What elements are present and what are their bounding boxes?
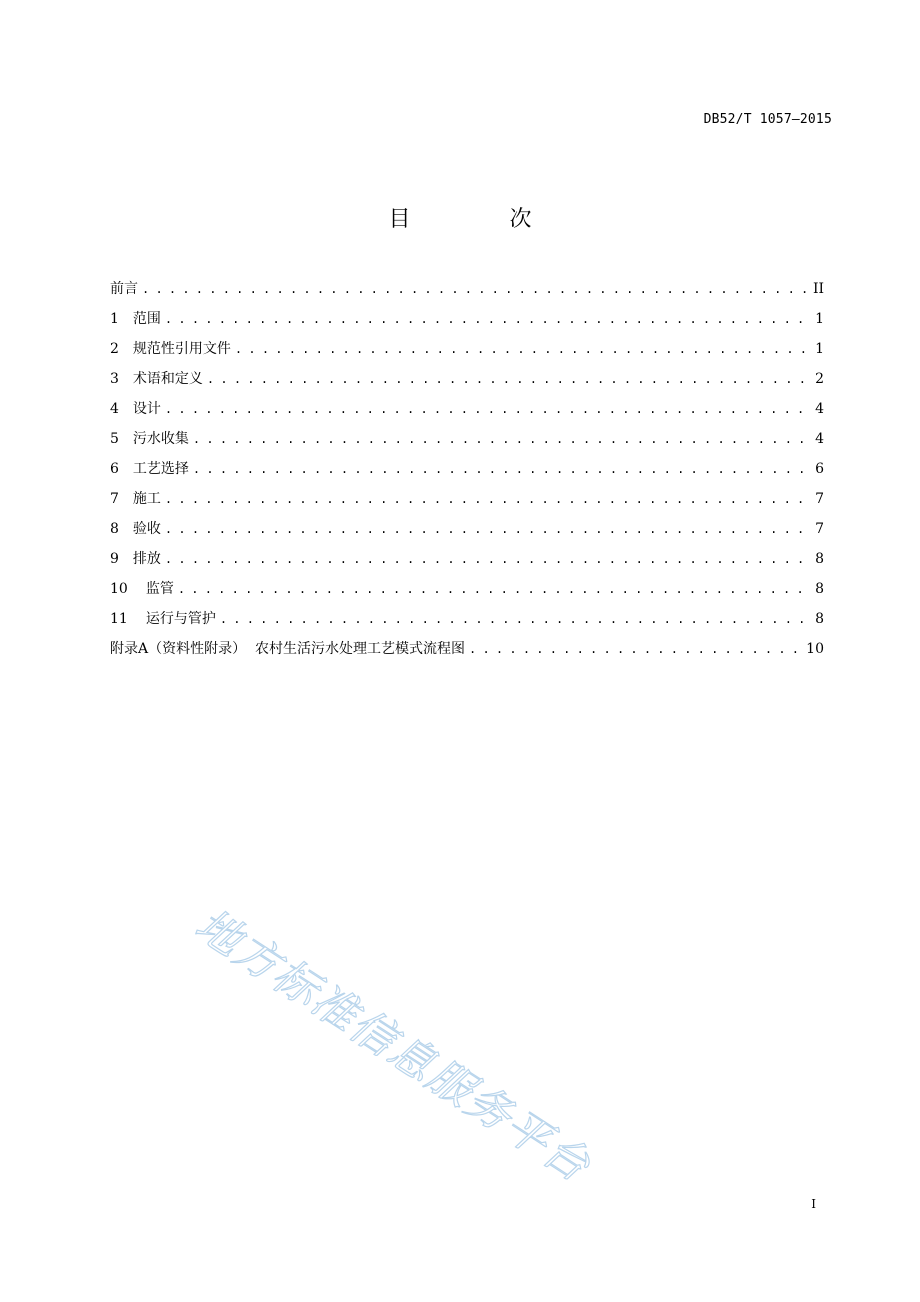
toc-entry-2[interactable] xyxy=(110,338,824,368)
toc-entry-number: 9 xyxy=(110,551,119,567)
toc-entry-label: 前言 xyxy=(110,281,138,297)
toc-entry-5[interactable] xyxy=(110,428,824,458)
toc-dot-leader xyxy=(469,642,802,656)
toc-entry-page: 10 xyxy=(806,641,824,657)
page-number: I xyxy=(811,1197,816,1211)
toc-entry-label: 工艺选择 xyxy=(132,461,189,477)
toc-entry-label: 范围 xyxy=(132,311,161,327)
toc-entry-page: 8 xyxy=(815,581,824,597)
toc-dot-leader xyxy=(178,582,808,596)
toc-entry-page: 8 xyxy=(815,551,824,567)
toc-dot-leader xyxy=(193,432,808,446)
toc-entry-number: 3 xyxy=(110,371,119,387)
toc-entry-number: 5 xyxy=(110,431,119,447)
toc-entry-number: 4 xyxy=(110,401,119,417)
toc-entry-label: 污水收集 xyxy=(132,431,189,447)
toc-dot-leader xyxy=(220,612,808,626)
toc-entry-number: 11 xyxy=(110,611,128,627)
toc-entry-7[interactable] xyxy=(110,488,824,518)
toc-entry-11[interactable] xyxy=(110,608,824,638)
table-of-contents xyxy=(110,278,824,668)
toc-entry-1[interactable] xyxy=(110,308,824,338)
standard-code: DB52/T 1057—2015 xyxy=(703,112,832,127)
toc-entry-page: 4 xyxy=(815,401,824,417)
toc-entry-9[interactable] xyxy=(110,548,824,578)
toc-entry-page: II xyxy=(812,281,824,297)
watermark: 地方标准信息服务平台 xyxy=(186,899,600,1193)
toc-entry-page: 7 xyxy=(815,521,824,537)
toc-entry-label: 施工 xyxy=(132,491,161,507)
toc-dot-leader xyxy=(207,372,808,386)
toc-entry-number: 1 xyxy=(110,311,119,327)
toc-entry-label: 术语和定义 xyxy=(132,371,203,387)
toc-entry-label: 排放 xyxy=(132,551,161,567)
toc-entry-page: 6 xyxy=(815,461,824,477)
toc-dot-leader xyxy=(193,462,808,476)
toc-entry-page: 2 xyxy=(815,371,824,387)
toc-entry-4[interactable] xyxy=(110,398,824,428)
toc-entry-3[interactable] xyxy=(110,368,824,398)
toc-entry-label: 设计 xyxy=(132,401,161,417)
toc-entry-label: 附录A（资料性附录） 农村生活污水处理工艺模式流程图 xyxy=(110,641,466,657)
toc-entry-page: 4 xyxy=(815,431,824,447)
toc-entry-number: 6 xyxy=(110,461,119,477)
toc-entry-page: 1 xyxy=(815,311,824,327)
toc-dot-leader xyxy=(165,312,808,326)
toc-entry-page: 1 xyxy=(815,341,824,357)
toc-entry-preface[interactable] xyxy=(110,278,824,308)
toc-entry-8[interactable] xyxy=(110,518,824,548)
toc-entry-label: 监管 xyxy=(145,581,174,597)
page-title: 目 次 xyxy=(388,207,578,232)
toc-dot-leader xyxy=(165,402,808,416)
toc-entry-page: 7 xyxy=(815,491,824,507)
toc-entry-appendix-a[interactable] xyxy=(110,638,824,668)
toc-entry-number: 10 xyxy=(110,581,128,597)
toc-dot-leader xyxy=(165,552,808,566)
toc-dot-leader xyxy=(235,342,808,356)
toc-entry-number: 7 xyxy=(110,491,119,507)
toc-entry-number: 2 xyxy=(110,341,119,357)
toc-dot-leader xyxy=(165,492,808,506)
toc-entry-6[interactable] xyxy=(110,458,824,488)
toc-entry-label: 验收 xyxy=(132,521,161,537)
toc-entry-label: 规范性引用文件 xyxy=(132,341,231,357)
toc-entry-10[interactable] xyxy=(110,578,824,608)
toc-dot-leader xyxy=(142,282,808,296)
toc-dot-leader xyxy=(165,522,808,536)
toc-entry-page: 8 xyxy=(815,611,824,627)
toc-entry-number: 8 xyxy=(110,521,119,537)
toc-entry-label: 运行与管护 xyxy=(145,611,216,627)
